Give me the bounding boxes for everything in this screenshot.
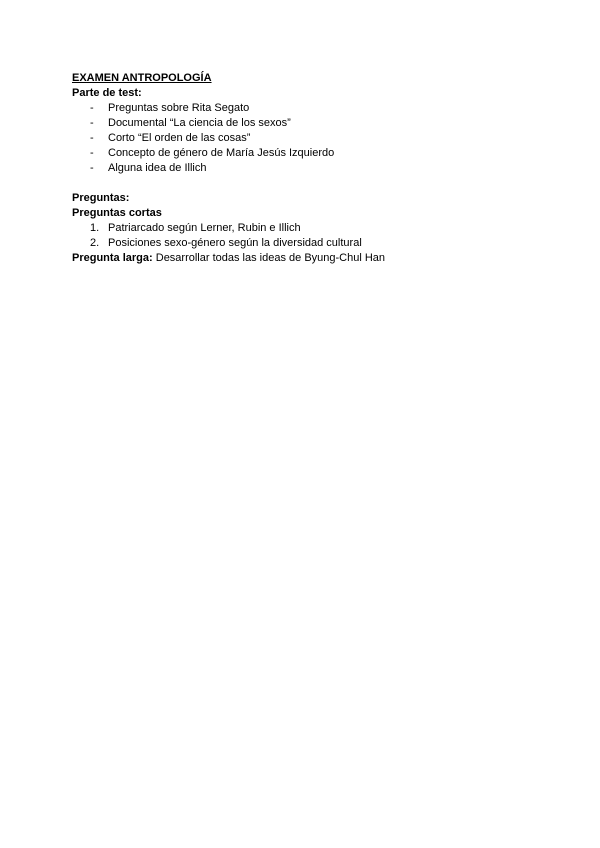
long-question-label: Pregunta larga:	[72, 252, 153, 264]
long-question-line	[72, 251, 532, 266]
test-items-list	[72, 101, 532, 176]
list-item-text: Corto “El orden de las cosas”	[108, 132, 251, 144]
list-marker: -	[90, 117, 94, 129]
test-section-heading: Parte de test:	[72, 87, 142, 99]
list-marker: -	[90, 102, 94, 114]
document-page	[72, 71, 532, 266]
list-marker: -	[90, 162, 94, 174]
list-item-text: Alguna idea de Illich	[108, 162, 207, 174]
list-item-text: Patriarcado según Lerner, Rubin e Illich	[108, 222, 301, 234]
list-item-text: Concepto de género de María Jesús Izquierdo	[108, 147, 335, 159]
short-questions-list	[72, 221, 532, 251]
list-marker: -	[90, 132, 94, 144]
list-item	[72, 101, 532, 116]
list-item	[72, 131, 532, 146]
list-item	[72, 161, 532, 176]
questions-heading: Preguntas:	[72, 192, 130, 204]
list-number: 1.	[90, 222, 100, 234]
list-item	[72, 116, 532, 131]
list-item-text: Posiciones sexo-género según la diversidad cultural	[108, 237, 362, 249]
short-questions-heading: Preguntas cortas	[72, 207, 162, 219]
document-title: EXAMEN ANTROPOLOGÍA	[72, 72, 212, 84]
list-item	[72, 221, 532, 236]
list-marker: -	[90, 147, 94, 159]
long-question-text: Desarrollar todas las ideas de Byung-Chul Han	[152, 252, 386, 264]
list-item-text: Preguntas sobre Rita Segato	[108, 102, 250, 114]
list-item-text: Documental “La ciencia de los sexos”	[108, 117, 291, 129]
list-item	[72, 146, 532, 161]
blank-line	[72, 176, 532, 191]
list-item	[72, 236, 532, 251]
list-number: 2.	[90, 237, 100, 249]
